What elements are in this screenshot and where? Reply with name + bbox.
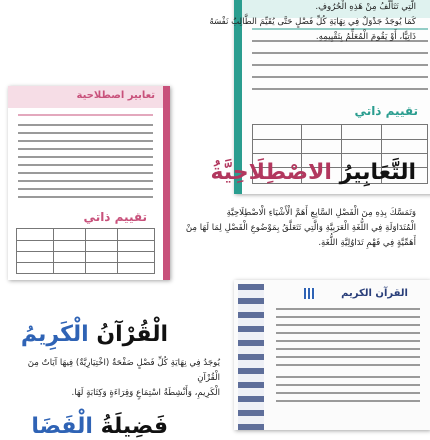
pink-eval-table (16, 228, 155, 274)
intro-line: كَمَا يُوجَدُ جَدْوَلٌ فِي نِهَايَةِ كُلِّ فَصْلٍ حَتَّى يُقَيِّمَ الطَّالِبُ نَفْسَهُ (209, 17, 416, 27)
pink-self-eval-label: تقييم ذاتي (83, 210, 147, 224)
thumbnail-pink-page (8, 86, 170, 280)
quran-title: القرآن الكريم (341, 288, 408, 299)
expressions-line: أَهَمِّيَّةٍ فِي فَهْمِ تَدَاوُلِيَّةِ اللُّغَةِ. (318, 238, 416, 248)
bottom-heading-part2: الْفَضَا (31, 414, 93, 439)
quran-line: يُوجَدُ فِي نِهَايَةِ كُلِّ فَصْلٍ صَفْحَةٌ (اخْتِيَارِيَّةٌ) فِيهَا آيَاتٌ مِنَ الْقُرْآنِ (27, 358, 220, 383)
intro-line: الَّتِي تَتَأَلَّفُ مِنْ هَذِهِ الْحُرُوفِ. (315, 2, 416, 12)
quran-heading (21, 322, 168, 348)
qr-icon (304, 288, 315, 299)
quran-paragraph (14, 356, 416, 401)
expressions-heading (210, 160, 416, 186)
expressions-paragraph (170, 206, 416, 251)
quran-heading-part2: الْكَرِيمُ (20, 322, 89, 347)
expressions-line: الْمُتَدَاوَلَةِ فِي اللُّغَةِ الْعَرَبِيَّةِ وَالَّتِي تَتَعَلَّقُ بِمَوْضُوعِ الْفَصْلِ لِمَا لَهَا مِنْ (185, 223, 416, 233)
pink-title: تعابير اصطلاحية (76, 90, 155, 101)
bottom-heading (31, 414, 168, 440)
teal-self-eval-label: تقييم ذاتي (354, 104, 418, 118)
intro-line: ذَاتِيًّا، أَوْ يَقُومَ الْمُعَلِّمُ بِتَقْيِيمِهِ. (315, 32, 416, 42)
quran-line: الْكَرِيمِ، وَأَنْشِطَةُ اسْتِمَاعٍ وَقِرَاءَةٍ وَكِتَابَةٍ لَهَا. (71, 388, 220, 398)
quran-heading-part1: الْقُرْآنُ (96, 322, 168, 347)
pink-header (8, 86, 163, 108)
thumbnail-quran-page (234, 280, 430, 430)
expressions-heading-part1: التَّعَابِيرُ (339, 160, 416, 185)
bottom-heading-part1: فَضِيلَةُ (100, 414, 168, 439)
expressions-heading-part2: الاصْطِلَاحِيَّةُ (210, 160, 332, 185)
intro-paragraph (146, 0, 416, 45)
expressions-line: وَتَمَسَّكَ بِذِهِ مِنَ الْفَصْلِ السَّابِعِ أَهَمَّ الْأَشْيَاءِ الْاصْطِلَاحِيَّةِ (226, 208, 416, 218)
